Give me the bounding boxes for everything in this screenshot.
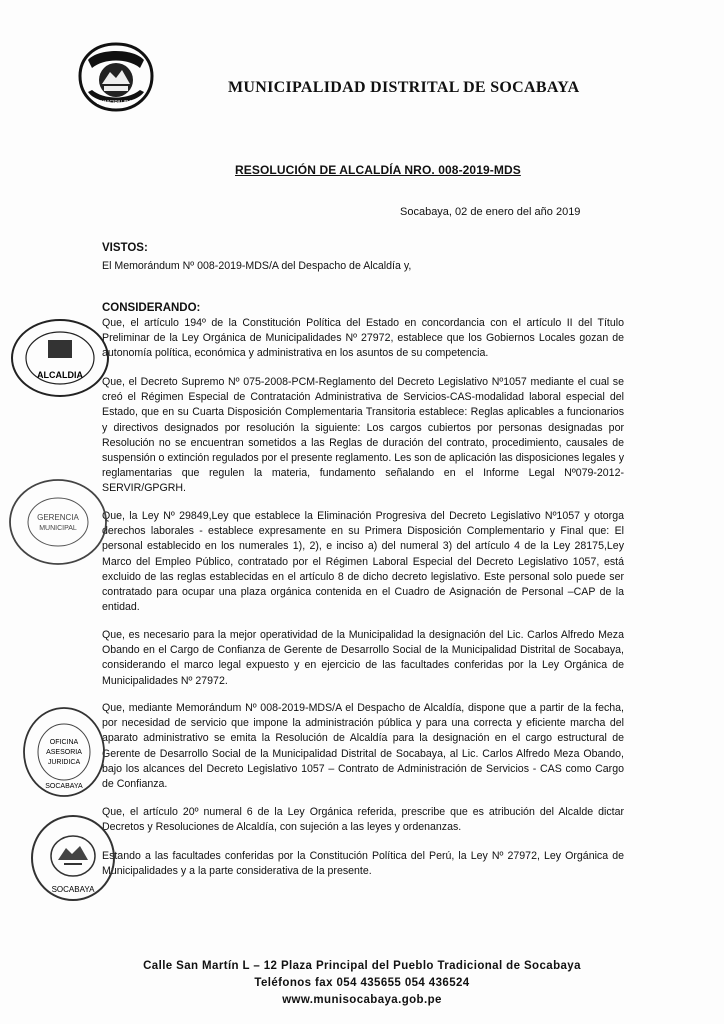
alcaldia-seal-stamp [8, 316, 112, 405]
stamp-municipal-label: MUNICIPAL [39, 525, 77, 532]
vistos-text: El Memorándum Nº 008-2019-MDS/A del Despacho de Alcaldía y, [102, 260, 412, 272]
vistos-heading: VISTOS: [102, 242, 148, 254]
stamp-asesoria-label: ASESORIA [46, 749, 82, 756]
municipality-name: MUNICIPALIDAD DISTRITAL DE SOCABAYA [228, 79, 580, 96]
paragraph-1: Que, el artículo 194º de la Constitución Política del Estado en concordancia con el artículo II del Título Preliminar de la Ley Orgánica de Municipalidades Nº 27972, establece que los Gobiernos Locales gozan de autonomía política, económica y administrativa en los asuntos de su competencia. [102, 317, 624, 360]
footer-address: Calle San Martín L – 12 Plaza Principal del Pueblo Tradicional de Socabaya [143, 960, 581, 972]
stamp-socabaya-seal-label: SOCABAYA [51, 885, 95, 894]
considerando-heading: CONSIDERANDO: [102, 302, 201, 314]
footer-phones: Teléfonos fax 054 435655 054 436524 [254, 977, 470, 989]
stamp-oficina-label: OFICINA [49, 739, 79, 746]
stamp-alcaldia-label: ALCALDIA [37, 370, 83, 380]
date-line: Socabaya, 02 de enero del año 2019 [400, 206, 581, 218]
municipality-logo [76, 40, 156, 114]
logo-label: MUNICIPALIDAD [96, 100, 136, 106]
socabaya-seal-stamp [28, 812, 118, 909]
paragraph-3: Que, la Ley Nº 29849,Ley que establece la Eliminación Progresiva del Decreto Legislativo Nº1057 y otorga derechos laborales - establece expresamente en su Primera Disposición Complementario y Final que: El personal establecido en los numerales 1), 2), e inciso a) del numeral 3) del artículo 4 de la Ley 28175,Ley Marco del Empleo Público, contratado por el Régimen Laboral Especial del Decreto Legislativo 1057, está excluido de las reglas establecidas en el artículo 8 de dicho decreto legislativo. Este personal solo puede ser contratado para ocupar una plaza orgánica contenida en el Cuadro de Asignación de Personal –CAP de la entidad. [102, 510, 624, 614]
gerencia-municipal-stamp [6, 476, 110, 573]
stamp-gerencia-label: GERENCIA [37, 513, 79, 522]
stamp-socabaya-label: SOCABAYA [45, 783, 83, 790]
paragraph-5: Que, mediante Memorándum Nº 008-2019-MDS/A el Despacho de Alcaldía, dispone que a partir de la fecha, por necesidad de servicio que impone la administración pública y para una correcta y eficiente marcha del aparato administrativo se emita la Resolución de Alcaldía para la designación en el cargo estructural de Gerente de Desarrollo Social de la Municipalidad Distrital de Socabaya, al Lic. Carlos Alfredo Meza Obando, bajo los alcances del Decreto Legislativo 1057 – Contrato de Administración de Servicios - CAS como Cargo de Confianza. [102, 702, 624, 791]
asesoria-juridica-stamp [20, 704, 108, 805]
paragraph-4: Que, es necesario para la mejor operatividad de la Municipalidad la designación del Lic. Carlos Alfredo Meza Obando en el Cargo de Confianza de Gerente de Desarrollo Social de la Municipalidad Distrital de Socabaya, considerando el marco legal expuesto y en ejercicio de las facultades conferidas por la Ley Orgánica de Municipalidades Nº 27972. [102, 629, 624, 687]
paragraph-2: Que, el Decreto Supremo Nº 075-2008-PCM-Reglamento del Decreto Legislativo Nº1057 mediante el cual se creó el Régimen Especial de Contratación Administrativa de Servicios-CAS-modalidad laboral especial del Estado, que en su Cuarta Disposición Complementaria Transitoria establece: Reglas aplicables a funcionarios y directivos designados por resolución la siguiente: Los cargos cubiertos por personas designadas por Resolución no se encuentran sometidos a las Reglas de duración del contrato, procedimiento, causales de suspensión o extinción regulados por el presente reglamento. Les son de aplicación las disposiciones legales y reglamentarias que regulen la materia, fundamento señalando en el Informe Legal Nº079-2012-SERVIR/GPGRH. [102, 376, 624, 495]
paragraph-7: Estando a las facultades conferidas por la Constitución Política del Perú, la Ley Nº 27972, Ley Orgánica de Municipalidades y a la parte considerativa de la presente. [102, 850, 624, 878]
resolution-title: RESOLUCIÓN DE ALCALDÍA NRO. 008-2019-MDS [235, 163, 521, 177]
stamp-juridica-label: JURIDICA [47, 759, 81, 766]
footer-website: www.munisocabaya.gob.pe [282, 994, 442, 1006]
paragraph-6: Que, el artículo 20º numeral 6 de la Ley Orgánica referida, prescribe que es atribución del Alcalde dictar Decretos y Resoluciones de Alcaldía, con sujeción a las leyes y ordenanzas. [102, 806, 624, 834]
